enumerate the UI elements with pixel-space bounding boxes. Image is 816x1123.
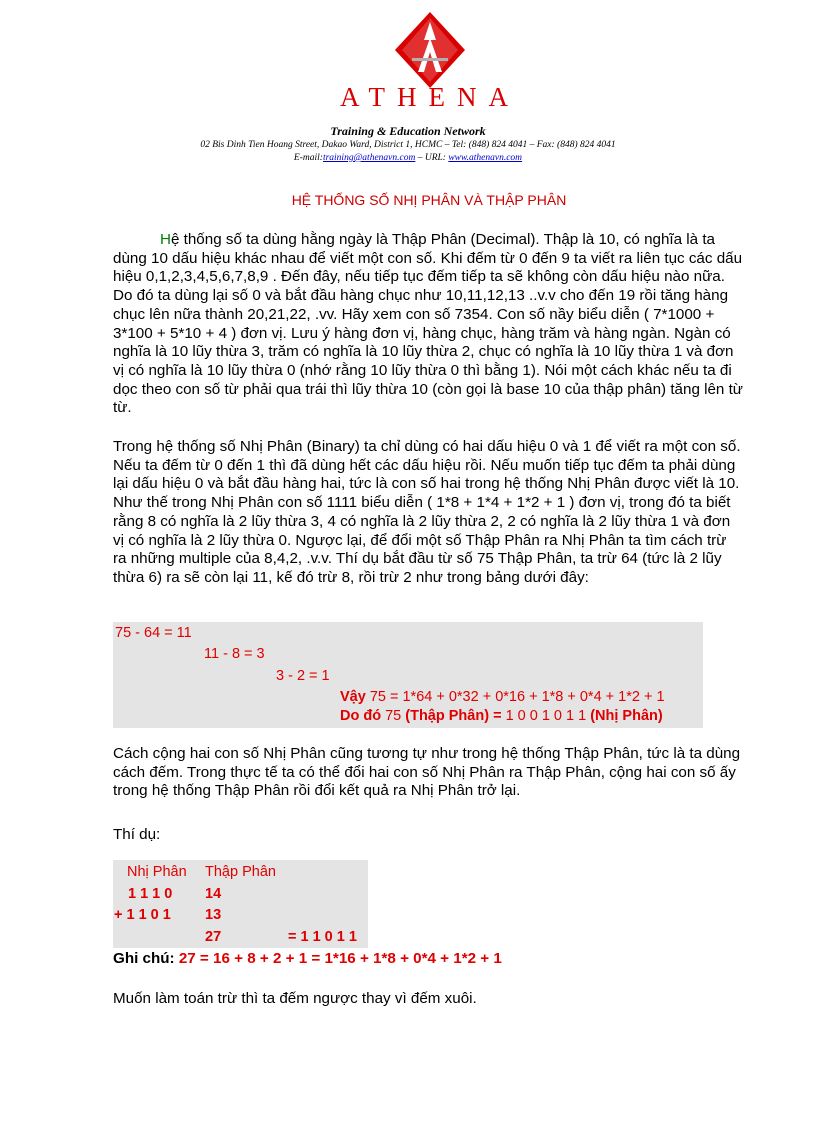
example-label: Thí dụ:: [113, 826, 161, 843]
binary-paragraph: Trong hệ thống số Nhị Phân (Binary) ta chỉ dùng có hai dấu hiệu 0 và 1 để viết ra một con số. Nếu ta đếm từ 0 đến 1 thì đã dùng hết các dấu hiệu rồi. Nếu muốn tiếp tục đếm ta phải dùng lại dấu hiệu 0 và bắt đầu hàng hai, tức là con số hai trong hệ thống Nhị Phân được viết là 10. Như thế trong Nhị Phân con số 1111 biểu diễn ( 1*8 + 1*4 + 1*2 + 1 ) đơn vị, trong đó ta biết rằng 8 có nghĩa là 2 lũy thừa 3, 4 có nghĩa là 2 lũy thừa 2, 2 có nghĩa là 2 lũy thừa 1 và đơn vị có nghĩa là 2 lũy thừa 0. Ngược lại, để đổi một số Thập Phân ra Nhị Phân ta tìm cách trừ ra những multiple của 8,4,2, .v.v. Thí dụ bắt đầu từ số 75 Thập Phân, ta trừ 64 (tức là 2 lũy thừa 6) ra sẽ còn lại 11, kế đó trừ 8, rồi trừ 2 như trong bảng dưới đây:: [113, 438, 741, 586]
example-row1-binary: 1 1 1 0: [128, 886, 173, 902]
conversion-decimal-label: (Thập Phân) =: [405, 708, 506, 724]
note-line: [113, 950, 743, 969]
page-title: HỆ THỐNG SỐ NHỊ PHÂN VÀ THẬP PHÂN: [291, 192, 567, 208]
conversion-label-do-do: Do đó: [340, 708, 382, 724]
conversion-line-4: [340, 689, 665, 705]
athena-logo: [300, 10, 560, 135]
note-label: Ghi chú:: [113, 950, 175, 967]
logo-wordmark: ATHENA: [340, 82, 520, 112]
conversion-label-vay: Vậy: [340, 689, 366, 705]
network-name: Training & Education Network: [330, 124, 486, 138]
email-link[interactable]: training@athenavn.com: [322, 153, 416, 163]
example-row1-decimal: 14: [205, 886, 222, 902]
example-row3-decimal: 27: [205, 929, 222, 945]
conversion-binary-label: (Nhị Phân): [590, 708, 663, 724]
note-value: 27 = 16 + 8 + 2 + 1 = 1*16 + 1*8 + 0*4 + 1*2 + 1: [174, 950, 502, 967]
conversion-number: 75: [381, 708, 406, 724]
example-row3-result: = 1 1 0 1 1: [288, 929, 357, 945]
intro-paragraph: [113, 231, 743, 418]
url-link[interactable]: www.athenavn.com: [448, 153, 523, 163]
closing-sentence: Muốn làm toán trừ thì ta đếm ngược thay vì đếm xuôi.: [113, 990, 477, 1007]
conversion-line-5: [340, 708, 663, 724]
addition-paragraph: Cách cộng hai con số Nhị Phân cũng tương tự như trong hệ thống Thập Phân, tức là ta dùng cách đếm. Trong thực tế ta có thể đổi hai con số Nhị Phân ra Thập Phân, cộng hai con số ấy trong hệ thống Thập Phân rồi đổi kết quả ra Nhị Phân trở lại.: [113, 745, 741, 800]
intro-text: ệ thống số ta dùng hằng ngày là Thập Phân (Decimal). Thập là 10, có nghĩa là ta dùng 10 dấu hiệu khác nhau để viết một con số. Khi đếm từ 0 đến 9 ta viết ra liên tục các dấu hiệu 0,1,2,3,4,5,6,7,8,9 . Đến đây, nếu tiếp tục đếm tiếp ta sẽ không còn dấu hiệu nào nữa. Do đó ta dùng lại số 0 và bắt đầu hàng chục như 10,11,12,13 ..v.v cho đến 19 rồi tăng hàng chục lên nữa thành 20,21,22, .vv. Hãy xem con số 7354. Con số nầy biểu diễn ( 7*1000 + 3*100 + 5*10 + 4 ) đơn vị. Lưu ý hàng đơn vị, hàng chục, hàng trăm và hàng ngàn. Ngàn có nghĩa là 10 lũy thừa 3, trăm có nghĩa là 10 lũy thừa 2, chục có nghĩa là 10 lũy thừa 1 và đơn vị có nghĩa là 10 lũy thừa 0 (nhớ rằng 10 lũy thừa 0 thì bằng 1). Nói một cách khác nếu ta đi dọc theo con số từ phải qua trái thì lũy thừa 10 (còn gọi là base 10 của thập phân) tăng lên từ từ.: [113, 231, 743, 417]
url-label: – URL:: [415, 153, 449, 163]
conversion-line-2: 11 - 8 = 3: [204, 646, 265, 662]
contact-line: [0, 153, 816, 163]
example-header-binary: Nhị Phân: [127, 864, 187, 880]
address-line: 02 Bis Dinh Tien Hoang Street, Dakao Ward, District 1, HCMC – Tel: (848) 824 4041 – Fax: (848) 824 4041: [200, 140, 616, 150]
conversion-line-1: 75 - 64 = 11: [115, 625, 192, 641]
conversion-line-3: 3 - 2 = 1: [276, 668, 330, 684]
example-row2-binary: + 1 1 0 1: [114, 907, 171, 923]
drop-letter: H: [160, 231, 171, 248]
example-header-decimal: Thập Phân: [205, 864, 276, 880]
example-row2-decimal: 13: [205, 907, 222, 923]
conversion-expansion: 75 = 1*64 + 0*32 + 0*16 + 1*8 + 0*4 + 1*2 + 1: [365, 689, 665, 705]
email-label: E-mail:: [293, 153, 323, 163]
conversion-bits: 1 0 0 1 0 1 1: [505, 708, 591, 724]
